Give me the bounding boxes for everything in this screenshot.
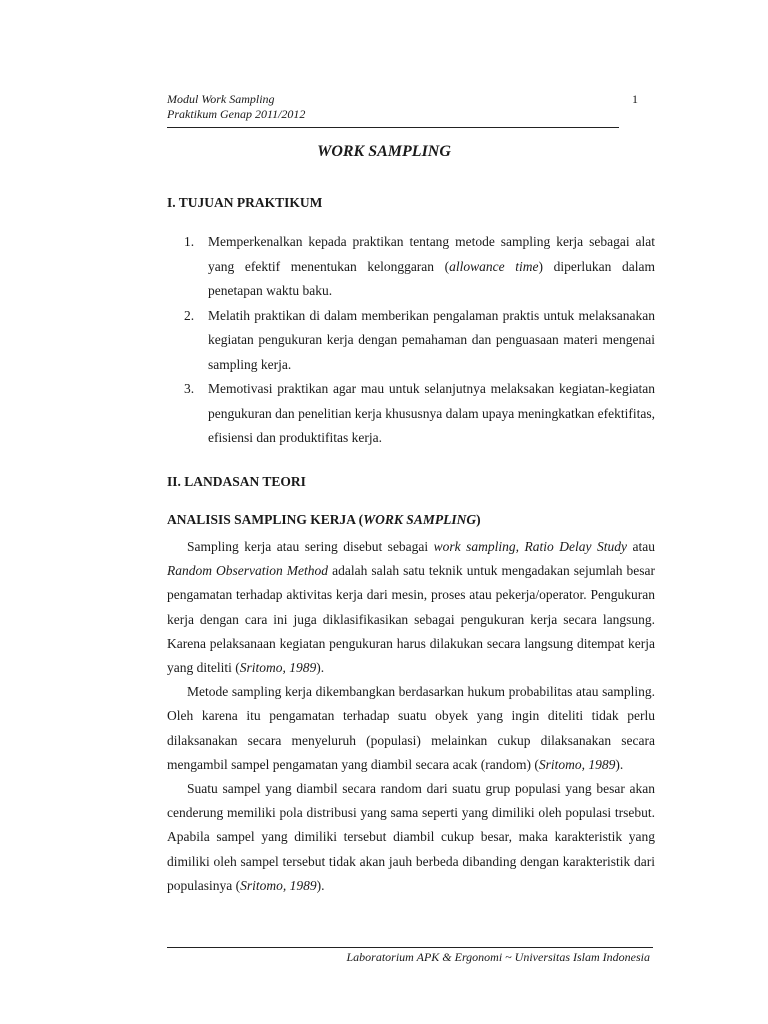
paragraph-1: Sampling kerja atau sering disebut sebagai work sampling, Ratio Delay Study atau Random Observation Method adalah salah satu teknik untuk mengadakan sejumlah besar pengamatan terhadap aktivitas kerja dari mesin, proses atau pekerja/operator. Pengukuran kerja dengan cara ini juga diklasifikasikan sebagai pengukuran kerja secara langsung. Karena pelaksanaan kegiatan pengukuran harus dilakukan secara langsung ditempat kerja yang diteliti (Sritomo, 1989). [167,539,655,676]
header-semester: Praktikum Genap 2011/2012 [167,107,306,121]
page-number: 1 [632,92,638,106]
list-item: 1. Memperkenalkan kepada praktikan tentang metode sampling kerja sebagai alat yang efektif menentukan kelonggaran (allowance time) diperlukan dalam penetapan waktu baku. [167,230,655,304]
section-heading-tujuan: I. TUJUAN PRAKTIKUM [167,195,323,210]
body-text [167,535,655,898]
footer-divider [167,947,653,948]
objectives-list [167,230,655,451]
list-number: 2. [184,307,195,323]
paragraph-3: Suatu sampel yang diambil secara random dari suatu grup populasi yang besar akan cenderung memiliki pola distribusi yang sama seperti yang dimiliki oleh populasi trsebut. Apabila sampel yang dimiliki tersebut diambil cukup besar, maka karakteristik yang dimiliki oleh sampel tersebut tidak akan jauh berbeda dibanding dengan karakteristik dari populasinya (Sritomo, 1989). [167,781,655,893]
running-footer: Laboratorium APK & Ergonomi ~ Universitas Islam Indonesia [346,950,650,964]
list-item: 3. Memotivasi praktikan agar mau untuk selanjutnya melaksakan kegiatan-kegiatan pengukuran dan penelitian kerja khususnya dalam upaya meningkatkan efektifitas, efisiensi dan produktifitas kerja. [167,377,655,451]
list-number: 1. [184,234,195,249]
section-heading-landasan: II. LANDASAN TEORI [167,474,306,489]
running-header [167,92,305,122]
header-divider [167,127,619,128]
page-title: WORK SAMPLING [317,143,451,160]
list-number: 3. [184,381,195,396]
header-module-title: Modul Work Sampling [167,92,275,106]
list-item: 2. Melatih praktikan di dalam memberikan pengalaman praktis untuk melaksanakan kegiatan pengukuran kerja dengan pemahaman dan penguasaan materi mengenai sampling kerja. [167,304,655,378]
subsection-heading: ANALISIS SAMPLING KERJA (WORK SAMPLING) [167,512,481,527]
paragraph-2: Metode sampling kerja dikembangkan berdasarkan hukum probabilitas atau sampling. Oleh karena itu pengamatan terhadap suatu obyek yang ingin diteliti tidak perlu dilaksanakan secara menyeluruh (populasi) melainkan cukup dilaksanakan secara mengambil sampel pengamatan yang diambil secara acak (random) (Sritomo, 1989). [167,684,655,772]
